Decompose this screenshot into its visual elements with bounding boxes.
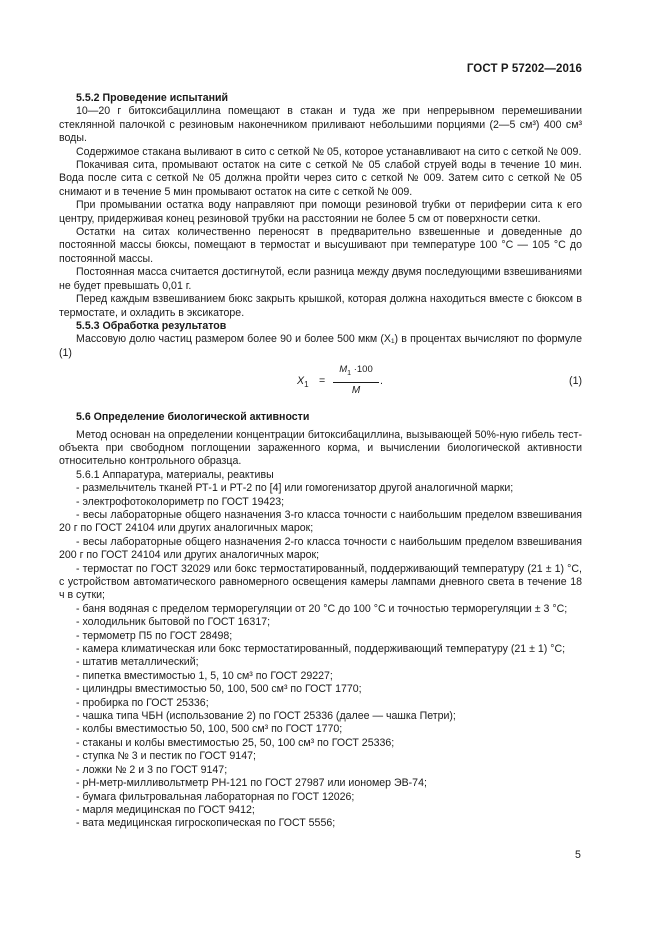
- equipment-list-item: - цилиндры вместимостью 50, 100, 500 см³ по ГОСТ 1770;: [76, 683, 362, 696]
- equipment-list-item: - марля медицинская по ГОСТ 9412;: [76, 803, 255, 816]
- section-5-5-3-title: 5.5.3 Обработка результатов: [76, 319, 227, 332]
- equipment-list-item: - пипетка вместимостью 1, 5, 10 см³ по ГОСТ 29227;: [76, 669, 333, 682]
- paragraph: Постоянная масса считается достигнутой, если разница между двумя последующими взвешиваниями не будет превышать 0,01 г.: [59, 266, 582, 292]
- paragraph: Массовую долю частиц размером более 90 и более 500 мкм (X₁) в процентах вычисляют по формуле (1): [59, 333, 582, 359]
- equipment-list-item: - колбы вместимостью 50, 100, 500 см³ по ГОСТ 1770;: [76, 723, 343, 736]
- formula-equals: =: [319, 375, 326, 388]
- equipment-list-item: - пробирка по ГОСТ 25336;: [76, 696, 209, 709]
- paragraph: Перед каждым взвешиванием бюкс закрыть крышкой, которая должна находиться вместе с бюксом в термостате, и охладить в эксикаторе.: [59, 293, 582, 319]
- formula-fraction: [333, 363, 379, 398]
- section-5-6-1-title: 5.6.1 Аппаратура, материалы, реактивы: [76, 468, 274, 481]
- formula-1: [59, 363, 582, 403]
- equipment-list-item: - термометр П5 по ГОСТ 28498;: [76, 629, 233, 642]
- formula-numerator: $M_1 \cdot 100$: [339, 364, 373, 378]
- document-standard-number: ГОСТ Р 57202—2016: [466, 63, 582, 75]
- equipment-list-item: - баня водяная с пределом терморегуляции от 20 °C до 100 °C и точностью терморегуляции ± 3 °C;: [76, 602, 568, 615]
- equipment-list-item: - вата медицинская гигроскопическая по ГОСТ 5556;: [76, 817, 336, 830]
- equipment-list-item: - электрофотоколориметр по ГОСТ 19423;: [76, 495, 285, 508]
- equipment-list-item: - холодильник бытовой по ГОСТ 16317;: [76, 616, 271, 629]
- section-5-5-2-title: 5.5.2 Проведение испытаний: [76, 92, 229, 104]
- page-body: [59, 92, 582, 831]
- fraction-bar: [333, 382, 379, 383]
- paragraph: Метод основан на определении концентрации битоксибациллина, вызывающей 50%-ную гибель тест-объекта при свободном поглощении зараженного корма, и вычислении биологической активности относительно контрольного образца.: [59, 428, 582, 468]
- paragraph: При промывании остатка воду направляют при помощи резиновой trубки от периферии сита к его центру, придерживая конец резиновой трубки на расстоянии не более 5 см от поверхности сетки.: [59, 199, 582, 225]
- equipment-list-item: - весы лабораторные общего назначения 2-го класса точности с наибольшим пределом взвешивания 200 г по ГОСТ 24104 или других аналогичных марок;: [59, 535, 582, 562]
- equipment-list-item: - бумага фильтровальная лабораторная по ГОСТ 12026;: [76, 790, 355, 803]
- equipment-list: [59, 482, 582, 831]
- equipment-list-item: - размельчитель тканей РТ-1 и РТ-2 по [4] или гомогенизатор другой аналогичной марки;: [76, 482, 514, 495]
- equipment-list-item: - весы лабораторные общего назначения 3-го класса точности с наибольшим пределом взвешивания 20 г по ГОСТ 24104 или других аналогичных марок;: [59, 508, 582, 535]
- equipment-list-item: - термостат по ГОСТ 32029 или бокс термостатированный, поддерживающий температуру (21 ± 1) °C, с устройством автоматического равномерного освещения камеры лампами дневного света в течение 18 ч в сутки;: [59, 562, 582, 602]
- paragraph: Содержимое стакана выливают в сито с сеткой № 05, которое устанавливают на сито с сеткой № 009.: [76, 145, 582, 158]
- equipment-list-item: - рН-метр-милливольтметр РН-121 по ГОСТ 27987 или иономер ЭВ-74;: [76, 777, 427, 790]
- equipment-list-item: - штатив металлический;: [76, 656, 199, 669]
- paragraph: Покачивая сита, промывают остаток на сите с сеткой № 05 слабой струей воды в течение 10 мин. Вода после сита с сеткой № 05 должна пройти через сито с сеткой № 009. Затем сито с сеткой № 05 снимают и в течение 5 мин промывают остаток на сите с сеткой № 009.: [59, 159, 582, 198]
- section-5-6-title: 5.6 Определение биологической активности: [76, 411, 310, 424]
- formula-lhs: $X_1$: [297, 375, 309, 390]
- equipment-list-item: - стаканы и колбы вместимостью 25, 50, 100 см³ по ГОСТ 25336;: [76, 736, 395, 749]
- page-number: 5: [575, 849, 581, 861]
- formula-denominator: M: [351, 385, 361, 397]
- equipment-list-item: - чашка типа ЧБН (использование 2) по ГОСТ 25336 (далее — чашка Петри);: [76, 710, 456, 723]
- equipment-list-item: - ступка № 3 и пестик по ГОСТ 9147;: [76, 750, 256, 763]
- paragraph: Остатки на ситах количественно переносят в предварительно взвешенные и доведенные до постоянной массы бюксы, помещают в термостат и высушивают при температуре 100 °C — 105 °C до постоянной массы.: [59, 226, 582, 265]
- formula-period: .: [380, 375, 383, 388]
- paragraph: 10—20 г битоксибациллина помещают в стакан и туда же при непрерывном перемешивании стеклянной палочкой с резиновым наконечником приливают небольшими порциями (2—5 см³) 400 см³ воды.: [59, 105, 582, 145]
- equipment-list-item: - ложки № 2 и 3 по ГОСТ 9147;: [76, 763, 228, 776]
- formula-number: (1): [569, 375, 582, 388]
- equipment-list-item: - камера климатическая или бокс термостатированный, поддерживающий температуру (21 ± 1) °C;: [76, 643, 566, 656]
